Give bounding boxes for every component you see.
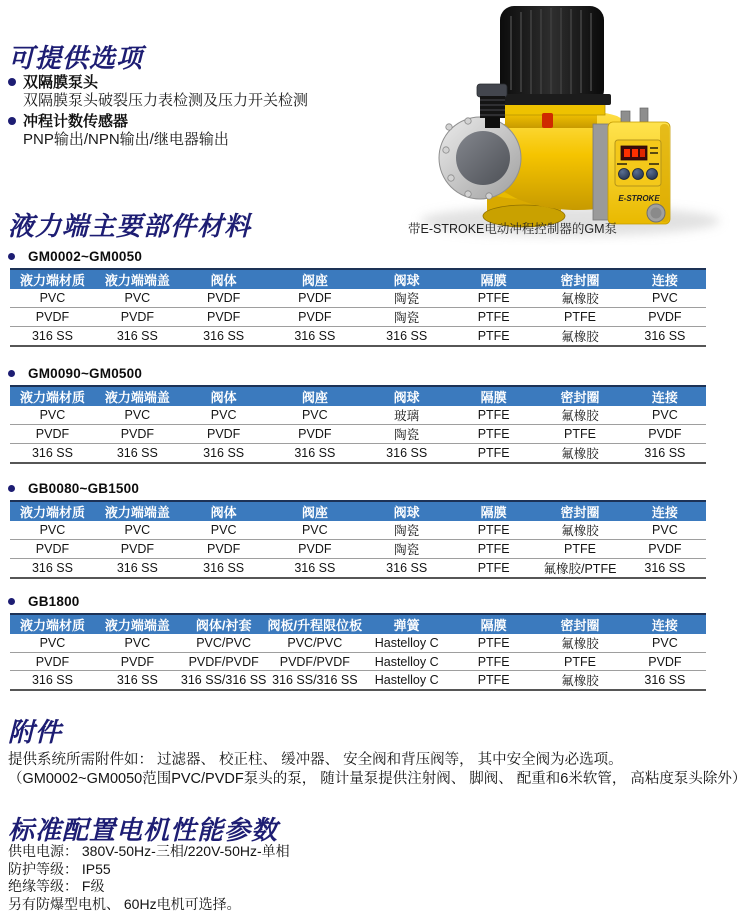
table-row: [10, 653, 706, 671]
table-cell: PVDF: [624, 308, 706, 327]
table-cell: 316 SS: [180, 559, 268, 579]
table-row: [10, 521, 706, 540]
table-cell: 玻璃: [362, 406, 451, 425]
table-cell: 316 SS: [10, 671, 95, 691]
table-cell: PTFE: [451, 444, 536, 464]
table-cell: 316 SS: [95, 327, 180, 347]
column-header: 连接: [624, 501, 706, 521]
table-cell: PVC: [624, 289, 706, 308]
column-header: 液力端材质: [10, 501, 95, 521]
table-cell: PVDF/PVDF: [268, 653, 363, 671]
motor: [493, 6, 611, 105]
column-header: 液力端端盖: [95, 386, 180, 406]
table-cell: PVC: [624, 521, 706, 540]
pump-photo: [405, 0, 740, 245]
options-list: [8, 72, 408, 150]
materials-table: [10, 613, 706, 691]
column-header: 隔膜: [451, 501, 536, 521]
accessories-line2: （GM0002~GM0050范围PVC/PVDF泵头的泵， 随计量泵提供注射阀、 脚阀、 配重和6米软管， 高粘度泵头除外）: [8, 771, 747, 787]
table-cell: PVC: [180, 521, 268, 540]
table-cell: PVDF: [180, 540, 268, 559]
table-cell: PVDF: [268, 540, 363, 559]
table-cell: PVC: [10, 406, 95, 425]
table-cell: PVDF: [268, 425, 363, 444]
table-cell: PVDF: [624, 425, 706, 444]
materials-block-gb1800: [10, 594, 706, 691]
table-cell: PTFE: [451, 540, 536, 559]
table-cell: PVDF: [10, 425, 95, 444]
table-cell: 316 SS: [10, 327, 95, 347]
column-header: 弹簧: [362, 614, 451, 634]
spec-line: 供电电源： 380V-50Hz-三相/220V-50Hz-单相: [8, 843, 290, 859]
table-cell: 316 SS: [180, 444, 268, 464]
table-cell: PTFE: [536, 540, 624, 559]
table-cell: 316 SS: [268, 559, 363, 579]
table-row: [10, 444, 706, 464]
column-header: 连接: [624, 614, 706, 634]
table-cell: PTFE: [536, 308, 624, 327]
table-cell: PVC/PVC: [180, 634, 268, 653]
materials-block-gm0090: [10, 366, 706, 464]
table-cell: Hastelloy C: [362, 653, 451, 671]
table-cell: PVDF: [268, 308, 363, 327]
materials-table: [10, 385, 706, 464]
table-cell: 氟橡胶/PTFE: [536, 559, 624, 579]
spec-line: 防护等级： IP55: [8, 860, 111, 877]
table-cell: 氟橡胶: [536, 634, 624, 653]
table-cell: PVDF: [624, 540, 706, 559]
table-cell: PVDF: [10, 540, 95, 559]
table-row: [10, 540, 706, 559]
table-cell: 316 SS/316 SS: [268, 671, 363, 691]
table-cell: 氟橡胶: [536, 671, 624, 691]
controller-box: [608, 108, 670, 224]
table-cell: 316 SS: [180, 327, 268, 347]
bullet-icon: [8, 485, 15, 492]
table-cell: Hastelloy C: [362, 634, 451, 653]
table-cell: PVDF/PVDF: [180, 653, 268, 671]
table-cell: 316 SS: [624, 559, 706, 579]
table-cell: PVC: [95, 521, 180, 540]
model-range-label: GM0002~GM0050: [28, 249, 143, 264]
table-cell: PTFE: [451, 634, 536, 653]
table-cell: PVDF: [180, 308, 268, 327]
table-cell: 氟橡胶: [536, 327, 624, 347]
table-cell: PTFE: [451, 521, 536, 540]
table-cell: 316 SS: [268, 327, 363, 347]
column-header: 液力端材质: [10, 386, 95, 406]
table-cell: 氟橡胶: [536, 444, 624, 464]
table-cell: PVDF: [95, 425, 180, 444]
column-header: 液力端端盖: [95, 614, 180, 634]
table-cell: 316 SS: [624, 327, 706, 347]
table-cell: PVC: [95, 406, 180, 425]
brand-label: E-STROKE: [618, 194, 660, 203]
option-label: 冲程计数传感器: [23, 113, 129, 130]
bullet-icon: [8, 253, 15, 260]
table-cell: PTFE: [451, 653, 536, 671]
table-cell: 陶瓷: [362, 308, 451, 327]
table-cell: PVC: [95, 634, 180, 653]
table-cell: 316 SS: [95, 444, 180, 464]
header-row: [10, 269, 706, 289]
table-cell: 316 SS: [362, 327, 451, 347]
table-cell: PTFE: [451, 289, 536, 308]
table-row: [10, 671, 706, 691]
header-row: [10, 501, 706, 521]
table-cell: PVC: [180, 406, 268, 425]
table-cell: 氟橡胶: [536, 406, 624, 425]
table-cell: 316 SS: [95, 671, 180, 691]
table-cell: PVC: [10, 521, 95, 540]
table-cell: PVC: [624, 406, 706, 425]
table-row: [10, 327, 706, 347]
column-header: 阀体: [180, 501, 268, 521]
table-cell: PTFE: [536, 425, 624, 444]
accessories-line1: 提供系统所需附件如： 过滤器、 校正柱、 缓冲器、 安全阀和背压阀等， 其中安全阀为必选项。: [8, 752, 623, 768]
accessories-title: 附件: [8, 717, 63, 747]
table-cell: 陶瓷: [362, 540, 451, 559]
table-cell: PTFE: [451, 671, 536, 691]
column-header: 液力端材质: [10, 269, 95, 289]
table-cell: 316 SS: [10, 559, 95, 579]
table-cell: PVDF: [95, 308, 180, 327]
table-cell: 陶瓷: [362, 425, 451, 444]
control-buttons: [619, 169, 658, 180]
column-header: 液力端材质: [10, 614, 95, 634]
table-cell: PVDF: [10, 653, 95, 671]
column-header: 阀板/升程限位板: [268, 614, 363, 634]
table-cell: PVDF: [180, 289, 268, 308]
column-header: 液力端端盖: [95, 501, 180, 521]
spec-line: 另有防爆型电机、 60Hz电机可选择。: [8, 895, 241, 912]
motor-spec-lines: [8, 843, 290, 913]
table-cell: PVDF: [10, 308, 95, 327]
materials-table: [10, 500, 706, 579]
materials-title: 液力端主要部件材料: [8, 211, 252, 241]
header-row: [10, 386, 706, 406]
column-header: 隔膜: [451, 614, 536, 634]
table-cell: PTFE: [451, 406, 536, 425]
table-cell: PTFE: [451, 327, 536, 347]
table-cell: PVC: [10, 634, 95, 653]
diaphragm-head: [439, 117, 521, 199]
column-header: 密封圈: [536, 501, 624, 521]
table-row: [10, 559, 706, 579]
options-title: 可提供选项: [8, 43, 144, 73]
table-cell: PVDF: [624, 653, 706, 671]
table-cell: PVDF: [180, 425, 268, 444]
model-range-label: GB1800: [28, 594, 80, 609]
table-cell: PTFE: [451, 425, 536, 444]
column-header: 阀体: [180, 386, 268, 406]
column-header: 阀座: [268, 501, 363, 521]
table-row: [10, 425, 706, 444]
bullet-icon: [8, 117, 16, 125]
list-item: [8, 111, 408, 149]
column-header: 密封圈: [536, 614, 624, 634]
table-cell: PVC: [268, 406, 363, 425]
figure-caption: 带E-STROKE电动冲程控制器的GM泵: [408, 222, 618, 236]
table-cell: PVC: [624, 634, 706, 653]
table-cell: 316 SS: [10, 444, 95, 464]
list-item: [8, 72, 408, 110]
table-cell: 氟橡胶: [536, 289, 624, 308]
table-cell: PVDF: [95, 540, 180, 559]
table-cell: 氟橡胶: [536, 521, 624, 540]
table-cell: PVC: [95, 289, 180, 308]
table-cell: 316 SS: [624, 444, 706, 464]
table-cell: 陶瓷: [362, 521, 451, 540]
pump-figure: [405, 0, 740, 245]
table-row: [10, 634, 706, 653]
column-header: 阀球: [362, 501, 451, 521]
table-cell: PTFE: [451, 308, 536, 327]
table-cell: PVC: [10, 289, 95, 308]
option-detail: PNP输出/NPN输出/继电器输出: [23, 131, 229, 148]
table-cell: PVC: [268, 521, 363, 540]
table-cell: PVC/PVC: [268, 634, 363, 653]
materials-block-gm0002: [10, 249, 706, 347]
column-header: 密封圈: [536, 269, 624, 289]
column-header: 连接: [624, 386, 706, 406]
table-cell: 316 SS: [268, 444, 363, 464]
table-cell: PTFE: [536, 653, 624, 671]
table-cell: 316 SS/316 SS: [180, 671, 268, 691]
table-cell: PVDF: [268, 289, 363, 308]
table-cell: PVDF: [95, 653, 180, 671]
table-row: [10, 308, 706, 327]
materials-block-gb0080: [10, 481, 706, 579]
column-header: 阀球: [362, 386, 451, 406]
model-range-label: GM0090~GM0500: [28, 366, 143, 381]
column-header: 阀体: [180, 269, 268, 289]
table-cell: 316 SS: [624, 671, 706, 691]
table-row: [10, 289, 706, 308]
column-header: 阀体/衬套: [180, 614, 268, 634]
table-cell: Hastelloy C: [362, 671, 451, 691]
model-range-label: GB0080~GB1500: [28, 481, 140, 496]
red-knob: [542, 113, 553, 128]
materials-table: [10, 268, 706, 347]
column-header: 连接: [624, 269, 706, 289]
column-header: 阀座: [268, 386, 363, 406]
bullet-icon: [8, 598, 15, 605]
motor-spec-title: 标准配置电机性能参数: [8, 815, 279, 845]
spec-line: 绝缘等级： F级: [8, 878, 105, 895]
column-header: 液力端端盖: [95, 269, 180, 289]
bullet-icon: [8, 78, 16, 86]
header-row: [10, 614, 706, 634]
bullet-icon: [8, 370, 15, 377]
table-cell: 316 SS: [362, 559, 451, 579]
column-header: 阀座: [268, 269, 363, 289]
option-detail: 双隔膜泵头破裂压力表检测及压力开关检测: [23, 92, 309, 109]
table-cell: PTFE: [451, 559, 536, 579]
table-cell: 316 SS: [95, 559, 180, 579]
table-cell: 316 SS: [362, 444, 451, 464]
column-header: 隔膜: [451, 386, 536, 406]
option-label: 双隔膜泵头: [23, 74, 99, 91]
column-header: 密封圈: [536, 386, 624, 406]
table-row: [10, 406, 706, 425]
column-header: 隔膜: [451, 269, 536, 289]
table-cell: 陶瓷: [362, 289, 451, 308]
column-header: 阀球: [362, 269, 451, 289]
